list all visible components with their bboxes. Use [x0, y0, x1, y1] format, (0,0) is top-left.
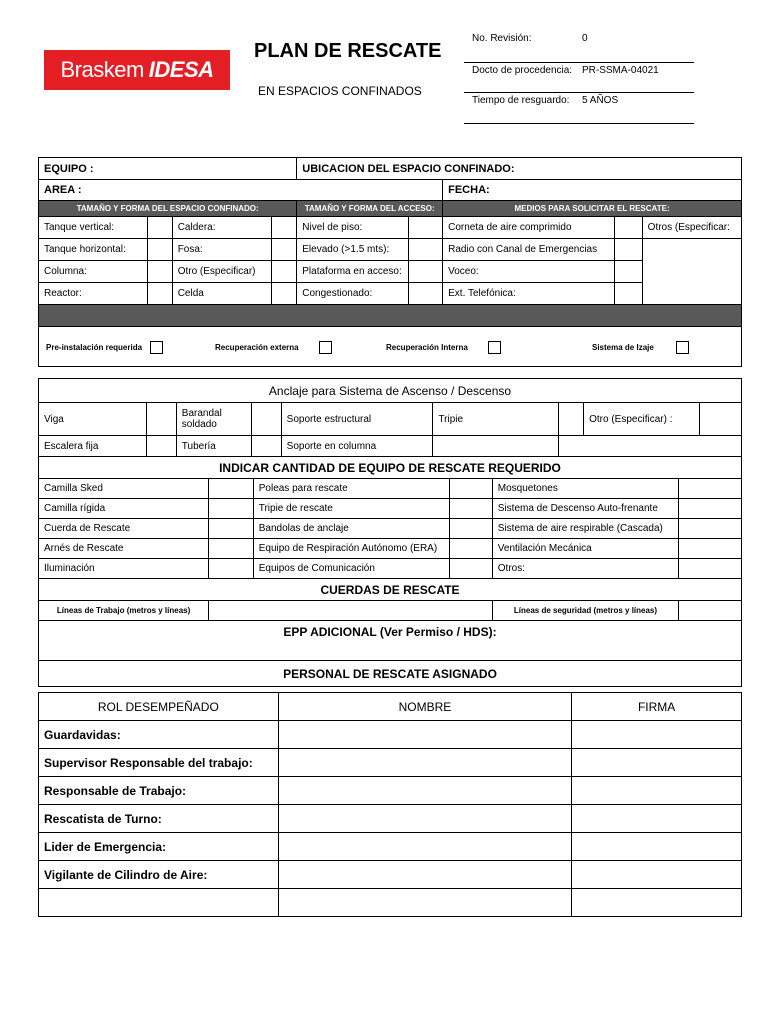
nombre-field[interactable]	[278, 889, 572, 917]
checkbox[interactable]	[150, 341, 163, 354]
meta-label: Tiempo de resguardo:	[472, 95, 570, 106]
equip-label: Iluminación	[39, 559, 209, 579]
firma-field[interactable]	[572, 833, 742, 861]
option-box[interactable]	[148, 261, 172, 283]
option-label: Reactor:	[39, 283, 148, 305]
option-label: Voceo:	[443, 261, 615, 283]
col-rol: ROL DESEMPEÑADO	[39, 693, 279, 721]
option-label: Elevado (>1.5 mts):	[297, 239, 408, 261]
equip-qty[interactable]	[679, 559, 742, 579]
personal-title: PERSONAL DE RESCATE ASIGNADO	[39, 661, 742, 687]
equip-qty[interactable]	[679, 539, 742, 559]
option-box[interactable]	[433, 436, 559, 457]
option-label: Otro (Especificar)	[172, 261, 271, 283]
lineas-trabajo-field[interactable]	[209, 601, 493, 621]
equip-qty[interactable]	[450, 539, 493, 559]
option-label: Soporte estructural	[281, 403, 433, 436]
equip-label: Sistema de Descenso Auto-frenante	[492, 499, 678, 519]
fecha-field[interactable]: FECHA:	[443, 180, 742, 201]
rol-label: Lider de Emergencia:	[39, 833, 279, 861]
col-firma: FIRMA	[572, 693, 742, 721]
area-field[interactable]: AREA :	[39, 180, 443, 201]
option-box[interactable]	[408, 217, 442, 239]
equip-qty[interactable]	[679, 479, 742, 499]
check-preinstalacion[interactable]	[46, 341, 163, 354]
check-sistema-izaje[interactable]	[592, 341, 689, 354]
option-box[interactable]	[146, 436, 176, 457]
equip-qty[interactable]	[450, 499, 493, 519]
equip-qty[interactable]	[450, 559, 493, 579]
equip-label: Mosquetones	[492, 479, 678, 499]
equipo-field[interactable]: EQUIPO :	[39, 158, 297, 180]
option-label: Congestionado:	[297, 283, 408, 305]
logo-text-bold: IDESA	[148, 57, 214, 82]
document-subtitle: EN ESPACIOS CONFINADOS	[258, 84, 422, 98]
option-box[interactable]	[251, 436, 281, 457]
check-recuperacion-interna[interactable]	[386, 341, 501, 354]
band-access-shape: TAMAÑO Y FORMA DEL ACCESO:	[297, 201, 443, 217]
option-box[interactable]	[146, 403, 176, 436]
check-recuperacion-externa[interactable]	[215, 341, 332, 354]
option-label: Columna:	[39, 261, 148, 283]
check-label: Sistema de Izaje	[592, 343, 654, 352]
option-label: Corneta de aire comprimido	[443, 217, 615, 239]
option-label: Ext. Telefónica:	[443, 283, 615, 305]
logo-text: Braskem	[60, 57, 144, 82]
equip-qty[interactable]	[209, 539, 254, 559]
option-label: Tubería	[176, 436, 251, 457]
meta-divider	[464, 123, 694, 124]
equip-label: Ventilación Mecánica	[492, 539, 678, 559]
equip-label: Cuerda de Rescate	[39, 519, 209, 539]
option-label: Viga	[39, 403, 147, 436]
equip-label: Otros:	[492, 559, 678, 579]
nombre-field[interactable]	[278, 805, 572, 833]
option-box[interactable]	[271, 261, 296, 283]
option-box[interactable]	[251, 403, 281, 436]
option-box[interactable]	[148, 217, 172, 239]
rol-label: Vigilante de Cilindro de Aire:	[39, 861, 279, 889]
rol-label: Rescatista de Turno:	[39, 805, 279, 833]
option-box[interactable]	[615, 283, 642, 305]
equip-qty[interactable]	[209, 519, 254, 539]
firma-field[interactable]	[572, 749, 742, 777]
nombre-field[interactable]	[278, 721, 572, 749]
meta-label: Docto de procedencia:	[472, 65, 573, 76]
option-label: Caldera:	[172, 217, 271, 239]
equip-label: Sistema de aire respirable (Cascada)	[492, 519, 678, 539]
equip-qty[interactable]	[679, 499, 742, 519]
nombre-field[interactable]	[278, 861, 572, 889]
equip-qty[interactable]	[209, 499, 254, 519]
option-label: Tanque vertical:	[39, 217, 148, 239]
equip-label: Poleas para rescate	[253, 479, 450, 499]
epp-adicional-field[interactable]: EPP ADICIONAL (Ver Permiso / HDS):	[39, 621, 742, 661]
rol-label: Responsable de Trabajo:	[39, 777, 279, 805]
option-label: Plataforma en acceso:	[297, 261, 408, 283]
option-label: Barandal soldado	[176, 403, 251, 436]
option-label: Soporte en columna	[281, 436, 433, 457]
firma-field[interactable]	[572, 777, 742, 805]
document-title: PLAN DE RESCATE	[254, 40, 442, 62]
cuerdas-title: CUERDAS DE RESCATE	[39, 579, 742, 601]
meta-value: PR-SSMA-04021	[582, 65, 659, 76]
space-info-table	[38, 157, 742, 367]
option-label: Nivel de piso:	[297, 217, 408, 239]
firma-field[interactable]	[572, 861, 742, 889]
option-box[interactable]	[408, 239, 442, 261]
firma-field[interactable]	[572, 805, 742, 833]
option-box[interactable]	[408, 283, 442, 305]
nombre-field[interactable]	[278, 833, 572, 861]
option-label: Tripie	[433, 403, 559, 436]
option-box[interactable]	[615, 261, 642, 283]
option-box[interactable]	[271, 217, 296, 239]
meta-value: 5 AÑOS	[582, 95, 619, 106]
firma-field[interactable]	[572, 889, 742, 917]
equip-qty[interactable]	[450, 479, 493, 499]
ubicacion-field[interactable]: UBICACION DEL ESPACIO CONFINADO:	[297, 158, 742, 180]
equip-label: Bandolas de anclaje	[253, 519, 450, 539]
option-box[interactable]	[615, 217, 642, 239]
option-box[interactable]	[408, 261, 442, 283]
option-label: Fosa:	[172, 239, 271, 261]
check-label: Recuperación externa	[215, 343, 299, 352]
braskem-idesa-logo	[44, 50, 230, 90]
equip-qty[interactable]	[679, 519, 742, 539]
equipo-rescate-table	[38, 456, 742, 687]
meta-label: No. Revisión:	[472, 33, 532, 44]
rol-label[interactable]	[39, 889, 279, 917]
option-label: Escalera fija	[39, 436, 147, 457]
lineas-seguridad-label: Líneas de seguridad (metros y líneas)	[492, 601, 678, 621]
band-space-shape: TAMAÑO Y FORMA DEL ESPACIO CONFINADO:	[39, 201, 297, 217]
meta-divider	[464, 62, 694, 63]
option-box[interactable]	[559, 403, 584, 436]
option-label: Celda	[172, 283, 271, 305]
option-label: Radio con Canal de Emergencias	[443, 239, 615, 261]
meta-value: 0	[582, 33, 588, 44]
option-box[interactable]	[148, 239, 172, 261]
option-label: Otro (Especificar) :	[584, 403, 700, 436]
equip-qty[interactable]	[209, 559, 254, 579]
nombre-field[interactable]	[278, 749, 572, 777]
equip-label: Equipos de Comunicación	[253, 559, 450, 579]
equip-label: Camilla Sked	[39, 479, 209, 499]
rol-label: Supervisor Responsable del trabajo:	[39, 749, 279, 777]
checkbox[interactable]	[676, 341, 689, 354]
personal-table	[38, 692, 742, 917]
lineas-seguridad-field[interactable]	[679, 601, 742, 621]
col-nombre: NOMBRE	[278, 693, 572, 721]
option-box[interactable]	[271, 283, 296, 305]
anclaje-table	[38, 378, 742, 457]
check-label: Pre-instalación requerida	[46, 343, 143, 352]
meta-divider	[464, 92, 694, 93]
option-box[interactable]	[700, 403, 742, 436]
rol-label: Guardavidas:	[39, 721, 279, 749]
nombre-field[interactable]	[278, 777, 572, 805]
equipo-rescate-title: INDICAR CANTIDAD DE EQUIPO DE RESCATE REQUERIDO	[39, 457, 742, 479]
band-rescue-means: MEDIOS PARA SOLICITAR EL RESCATE:	[443, 201, 742, 217]
firma-field[interactable]	[572, 721, 742, 749]
equip-label: Camilla rígida	[39, 499, 209, 519]
anclaje-title: Anclaje para Sistema de Ascenso / Descenso	[39, 379, 742, 403]
equip-label: Arnés de Rescate	[39, 539, 209, 559]
check-label: Recuperación Interna	[386, 343, 468, 352]
lineas-trabajo-label: Líneas de Trabajo (metros y líneas)	[39, 601, 209, 621]
option-label-otros: Otros (Especificar:	[642, 217, 741, 239]
equip-qty[interactable]	[450, 519, 493, 539]
option-box[interactable]	[148, 283, 172, 305]
checkbox[interactable]	[319, 341, 332, 354]
dark-separator	[39, 305, 742, 327]
equip-label: Tripie de rescate	[253, 499, 450, 519]
equip-qty[interactable]	[209, 479, 254, 499]
option-box[interactable]	[271, 239, 296, 261]
equip-label: Equipo de Respiración Autónomo (ERA)	[253, 539, 450, 559]
checkbox[interactable]	[488, 341, 501, 354]
option-label: Tanque horizontal:	[39, 239, 148, 261]
option-empty	[559, 436, 742, 457]
otros-specify-field[interactable]	[642, 239, 741, 305]
option-box[interactable]	[615, 239, 642, 261]
